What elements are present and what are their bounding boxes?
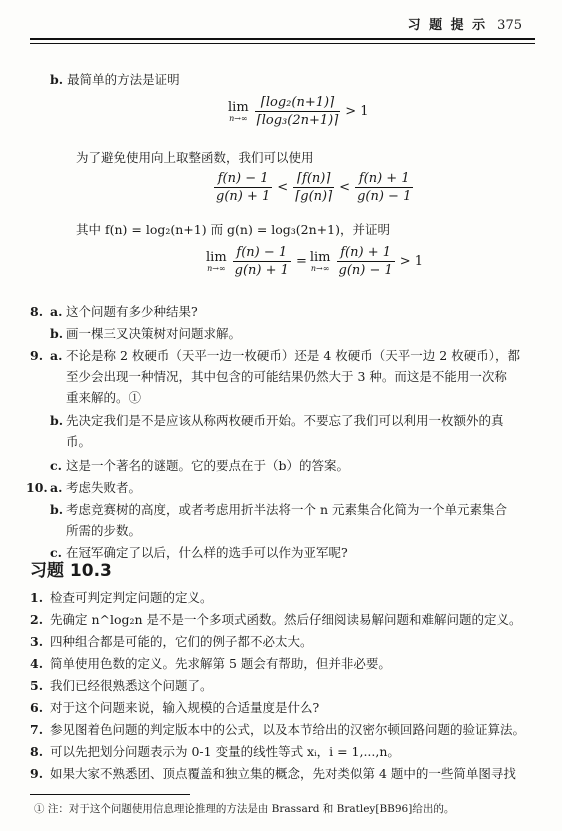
relation: > 1 [345, 104, 369, 119]
equation-3: lim n→∞ $\frac{f(n) - 1}{g(n) + 1}$ = lim n→∞ $\frac{f(n) + 1}{g(n) - 1}$ > 1 [206, 245, 424, 278]
hint-item-cont: 币。 [66, 434, 92, 449]
section-item: 6. 对于这个问题来说，输入规模的合适量度是什么? [30, 700, 320, 715]
section-item: 8. 可以先把划分问题表示为 0-1 变量的线性等式 xᵢ，i = 1,...,n。 [30, 744, 400, 759]
item-text: 最简单的方法是证明 [67, 72, 180, 87]
lim-operator: lim n→∞ [309, 250, 331, 273]
section-item: 4. 简单使用色数的定义。先求解第 5 题会有帮助，但并非必要。 [30, 656, 391, 671]
section-item: 1. 检查可判定判定问题的定义。 [30, 590, 213, 605]
fraction: $\frac{f(n) - 1}{g(n) + 1}$ [234, 245, 289, 278]
section-item: 3. 四种组合都是可能的，它们的例子都不必太大。 [30, 634, 313, 649]
item-label: b. [50, 72, 64, 87]
section-heading: 习题 10.3 [30, 561, 112, 581]
hint-item-cont: 重来解的。① [66, 390, 142, 405]
fraction: $\frac{f(n) + 1}{g(n) - 1}$ [357, 171, 412, 204]
lim-operator: lim n→∞ [228, 100, 249, 123]
hint-item: c. 这是一个著名的谜题。它的要点在于（b）的答案。 [50, 458, 350, 473]
hint-item-cont: 所需的步数。 [66, 523, 142, 538]
fraction: $\frac{f(n) + 1}{g(n) - 1}$ [338, 245, 393, 278]
hint-item: b. 考虑竞赛树的高度，或者考虑用折半法将一个 n 元素集合化简为一个单元素集合 [50, 502, 507, 517]
page-number: 375 [497, 18, 522, 33]
hint-b-line [50, 72, 180, 88]
header-title: 习 题 提 示 [407, 18, 488, 33]
header-rule-thin [30, 43, 535, 44]
hint-item: 8. a. 这个问题有多少种结果? [30, 304, 198, 319]
section-item: 7. 参见图着色问题的判定版本中的公式，以及本节给出的汉密尔顿回路问题的验证算法。 [30, 722, 526, 737]
paragraph: 为了避免使用向上取整函数，我们可以使用 [76, 150, 314, 165]
section-item: 2. 先确定 n^log₂n 是不是一个多项式函数。然后仔细阅读易解问题和难解问题的定义。 [30, 612, 522, 627]
hint-item-cont: 至少会出现一种情况，其中包含的可能结果仍然大于 3 种。而这是不能用一次称 [66, 369, 507, 384]
hint-item: 10. a. 考虑失败者。 [26, 480, 142, 495]
hint-item: c. 在冠军确定了以后，什么样的选手可以作为亚军呢? [50, 545, 348, 560]
hint-item: b. 先决定我们是不是应该从称两枚硬币开始。不要忘了我们可以利用一枚额外的真 [50, 413, 504, 428]
running-header [408, 14, 522, 33]
section-item: 9. 如果大家不熟悉团、顶点覆盖和独立集的概念，先对类似第 4 题中的一些简单图寻找 [30, 766, 516, 781]
lim-operator: lim n→∞ [206, 250, 227, 273]
hint-item: b. 画一棵三叉决策树对问题求解。 [50, 326, 242, 341]
footnote: ① 注：对于这个问题使用信息理论推理的方法是由 Brassard 和 Bratley[BB96]给出的。 [34, 803, 455, 815]
header-rule-thick [30, 38, 535, 40]
equation-2: $\frac{f(n) - 1}{g(n) + 1}$ < $\frac{⌈f(n)⌉}{⌈g(n)⌉}$ < $\frac{f(n) + 1}{g(n) - 1}$ [216, 171, 412, 204]
fraction: $\frac{f(n) - 1}{g(n) + 1}$ [216, 171, 271, 204]
fraction: $\frac{\text{⌈log₂(n+1)⌉}}{\text{⌈log₃(2n+1)⌉}}$ [256, 95, 339, 128]
section-item: 5. 我们已经很熟悉这个问题了。 [30, 678, 213, 693]
paragraph: 其中 f(n) = log₂(n+1) 而 g(n) = log₃(2n+1)，并证明 [76, 222, 390, 237]
equation-1 [228, 94, 372, 129]
hint-item: 9. a. 不论是称 2 枚硬币（天平一边一枚硬币）还是 4 枚硬币（天平一边 2 枚硬币），都 [30, 348, 520, 363]
fraction: $\frac{⌈f(n)⌉}{⌈g(n)⌉}$ [295, 171, 333, 204]
footnote-rule [30, 794, 190, 795]
